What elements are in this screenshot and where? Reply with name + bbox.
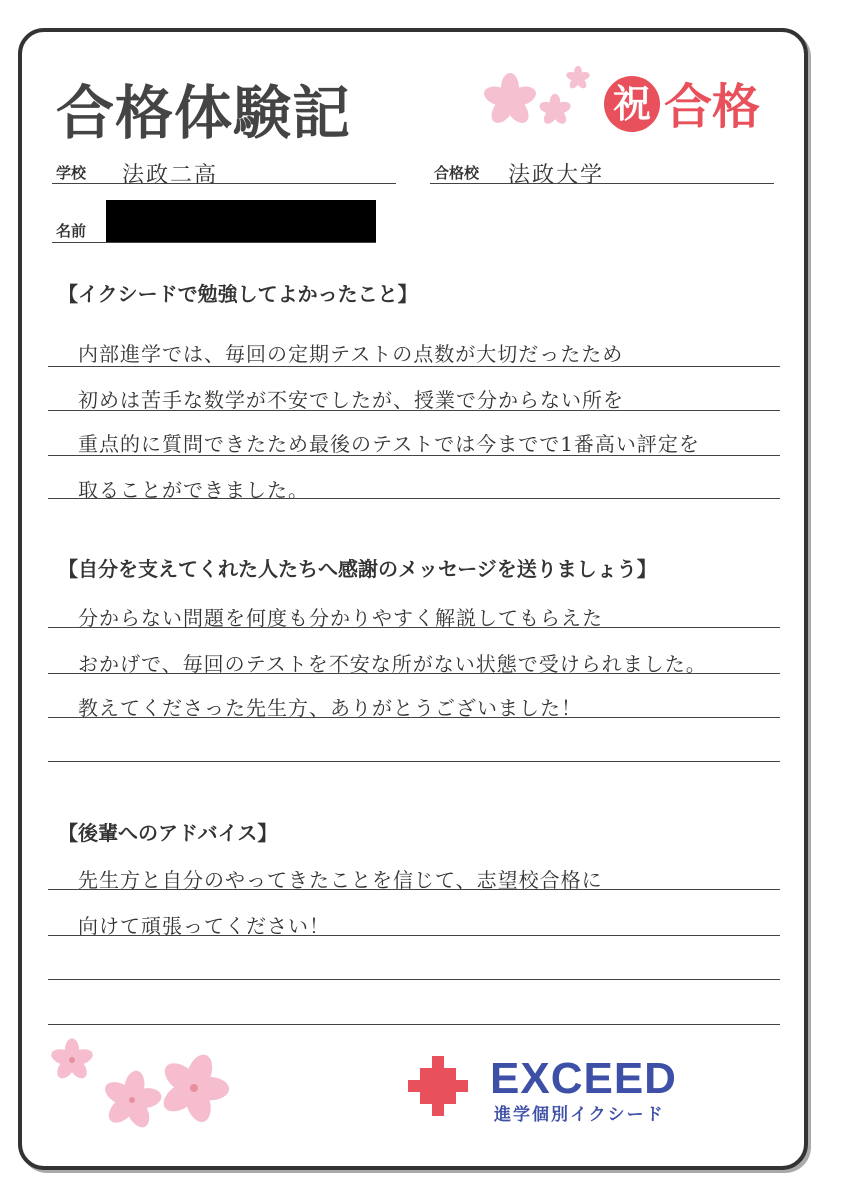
name-label: 名前 — [56, 222, 87, 240]
section2-line3: 教えてくださった先生方、ありがとうございました！ — [78, 696, 582, 720]
section-heading-thanks-message: 【自分を支えてくれた人たちへ感謝のメッセージを送りましょう】 — [58, 557, 657, 581]
page-title: 合格体験記 — [56, 79, 352, 147]
passed-school-value: 法政大学 — [508, 163, 605, 188]
section3-rule — [48, 889, 780, 890]
sakura-decoration-top — [480, 62, 600, 132]
goukaku-label: 合格 — [664, 79, 761, 135]
school-label: 学校 — [56, 164, 87, 182]
section3-rule — [48, 1024, 780, 1025]
section1-rule — [48, 410, 780, 411]
name-redaction — [106, 200, 376, 242]
section1-line4: 取ることができました。 — [78, 478, 309, 502]
exceed-logo-subtitle: 進学個別イクシード — [494, 1105, 665, 1125]
section2-line1: 分からない問題を何度も分かりやすく解説してもらえた — [78, 606, 603, 630]
section-heading-good-points: 【イクシードで勉強してよかったこと】 — [58, 282, 418, 306]
section1-line3: 重点的に質問できたため最後のテストでは今までで1番高い評定を — [78, 432, 700, 456]
iwai-mark: 祝 — [604, 76, 660, 132]
passed-school-label: 合格校 — [434, 164, 480, 182]
exceed-logo-icon — [404, 1056, 472, 1116]
passed-school-underline — [430, 183, 774, 184]
sakura-decoration-bottom — [42, 1030, 242, 1140]
section3-line1: 先生方と自分のやってきたことを信じて、志望校合格に — [78, 868, 603, 892]
section1-line1: 内部進学では、毎回の定期テストの点数が大切だったため — [78, 342, 624, 366]
section2-line2: おかげで、毎回のテストを不安な所がない状態で受けられました。 — [78, 652, 707, 676]
section3-line2: 向けて頑張ってください！ — [78, 914, 330, 938]
section1-rule — [48, 455, 780, 456]
name-underline — [52, 242, 376, 243]
section2-rule — [48, 627, 780, 628]
section2-rule — [48, 673, 780, 674]
section3-rule — [48, 935, 780, 936]
section3-rule — [48, 979, 780, 980]
school-value: 法政二高 — [122, 163, 219, 188]
section1-rule — [48, 366, 780, 367]
school-underline — [52, 183, 396, 184]
section2-rule — [48, 761, 780, 762]
section2-rule — [48, 717, 780, 718]
section-heading-advice: 【後輩へのアドバイス】 — [58, 821, 278, 845]
section1-rule — [48, 498, 780, 499]
exceed-logo-name: EXCEED — [490, 1054, 677, 1103]
section1-line2: 初めは苦手な数学が不安でしたが、授業で分からない所を — [78, 388, 624, 412]
